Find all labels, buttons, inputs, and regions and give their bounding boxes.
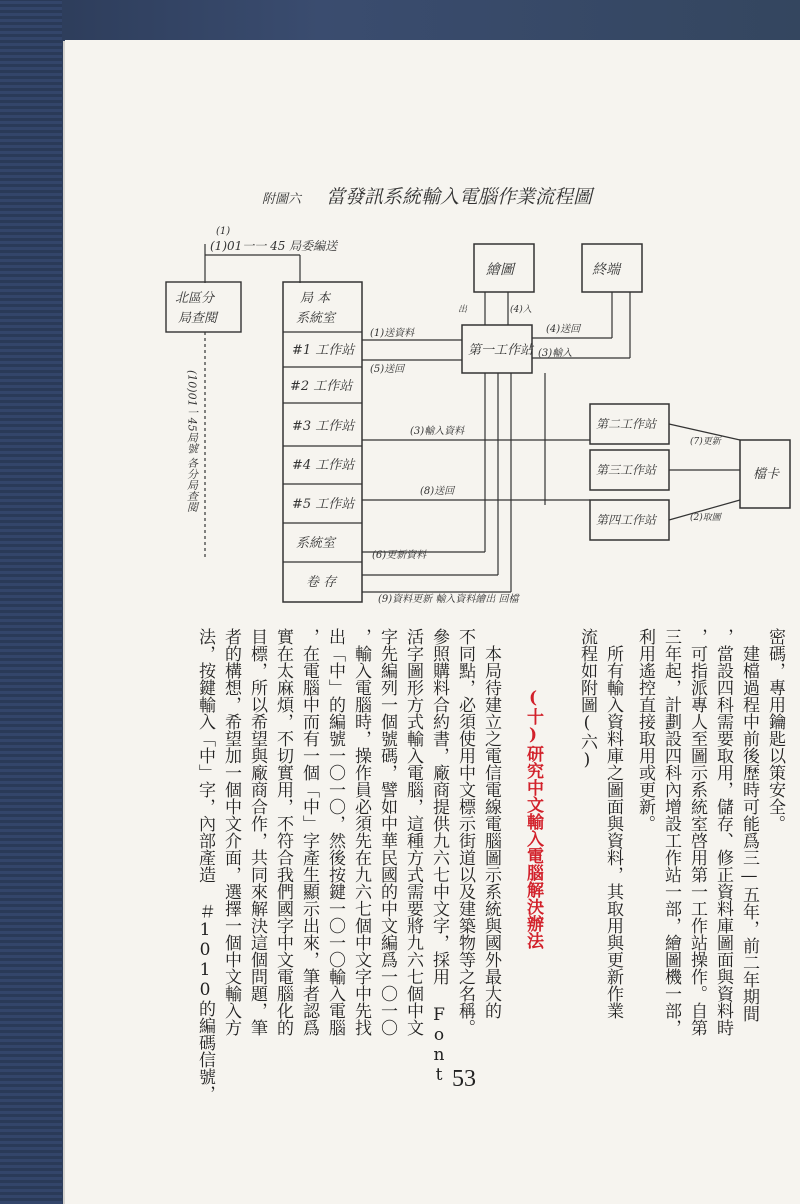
text-column-20: 者的構想，希望加一個中文介面，選擇一個中文輸入方 — [221, 628, 241, 1036]
label-input-data: (3)輸入資料 — [410, 426, 465, 437]
text-column-10: 本局待建立之電信電線電腦圖示系統與國外最大的 — [481, 628, 501, 1019]
stack-system-room: 系統室 — [296, 536, 336, 551]
out-label: 出 — [458, 305, 468, 315]
text-column-14: 字先編列一個號碼，譬如中華民國的中文編爲一〇一〇 — [377, 628, 397, 1036]
text-column-4: ，可指派專人至圖示系統室啓用第一工作站操作。自第 — [687, 628, 707, 1036]
label-retrieve-2: (2)取圖 — [690, 513, 721, 523]
text-column-12: 參照購料合約書，廠商提供九六七中文字，採用 Font — [429, 628, 449, 1085]
stack-head-line2: 系統室 — [296, 311, 336, 326]
archive-label: 檔卡 — [753, 467, 780, 482]
text-column-21: 法，按鍵輸入「中」字，內部產造 ＃1010的編碼信號， — [195, 628, 215, 1102]
text-column-13: 活字圖形方式輸入電腦，這種方式需要將九六七個中文 — [403, 628, 423, 1036]
label-send-data: (1)送資料 — [370, 328, 415, 339]
stack-archive: 卷 存 — [306, 575, 337, 590]
plotter-label: 繪圖 — [486, 262, 514, 278]
top-line-label: (1)01一一 45 局委編送 — [210, 239, 338, 253]
label-return-8: (8)送回 — [420, 486, 455, 497]
label-archive-update: (9)資料更新 輸入資料繪出 回檔 — [378, 594, 519, 605]
section-heading: (十)研究中文輸入電腦解決辦法 — [523, 688, 543, 949]
label-update-data: (6)更新資料 — [372, 550, 427, 561]
text-column-19: 目標，所以希望與廠商合作，共同來解決這個問題，筆 — [247, 628, 267, 1036]
text-column-1: 密碼，專用鑰匙以策安全。 — [765, 628, 785, 832]
text-column-17: ，在電腦中而有一個「中」字產生顯示出來，筆者認爲 — [299, 628, 319, 1036]
text-column-2: 建檔過程中前後歷時可能爲三—五年，前二年期間 — [739, 628, 759, 1022]
top-annotation: (1) — [216, 226, 231, 237]
in-label: (4)入 — [510, 305, 532, 315]
figure-title: 當發訊系統輸入電腦作業流程圖 — [326, 186, 593, 208]
page-number: 53 — [452, 1066, 476, 1092]
north-branch-line1: 北區分 — [175, 291, 215, 306]
text-column-15: ，輸入電腦時，操作員必須先在九六七個中文字中先找 — [351, 628, 371, 1036]
label-return-5: (5)送回 — [370, 364, 405, 375]
workstation4-label: 第四工作站 — [596, 513, 657, 527]
north-branch-line2: 局查閱 — [178, 311, 218, 326]
label-return-4: (4)送回 — [546, 324, 581, 335]
figure-label: 附圖六 — [262, 192, 302, 207]
text-column-7: 所有輸入資料庫之圖面與資料，其取用與更新作業 — [603, 628, 623, 1019]
label-input-3: (3)輸入 — [538, 348, 573, 359]
main-workstation-label: 第一工作站 — [468, 343, 534, 358]
text-column-3: ，當設四科需要取用，儲存、修正資料庫圖面與資料時 — [713, 628, 733, 1036]
text-column-16: 出「中」的編號一〇一〇，然後按鍵一〇一〇輸入電腦 — [325, 628, 345, 1036]
stack-ws1: #1 工作站 — [292, 343, 355, 358]
stack-ws3: #3 工作站 — [292, 419, 355, 434]
workstation3-label: 第三工作站 — [596, 463, 657, 477]
text-column-8: 流程如附圖(六) — [577, 628, 597, 770]
stack-head-line1: 局 本 — [300, 291, 331, 306]
text-column-11: 不同點，必須使用中文標示街道以及建築物等之名稱。 — [455, 628, 475, 1036]
label-update-7: (7)更新 — [690, 437, 721, 447]
workstation2-label: 第二工作站 — [596, 417, 657, 431]
text-column-18: 實在太麻煩，不切實用，不符合我們國字中文電腦化的 — [273, 628, 293, 1036]
terminal-label: 終端 — [592, 262, 620, 278]
text-column-6: 利用遙控直接取用或更新。 — [635, 628, 655, 832]
stack-ws5: #5 工作站 — [292, 497, 355, 512]
stack-ws2: #2 工作站 — [290, 379, 353, 394]
left-vertical-label: (10)01一45局號 各分局查閱 — [185, 370, 199, 513]
stack-ws4: #4 工作站 — [292, 458, 355, 473]
workstation-stack — [283, 282, 362, 602]
text-column-5: 三年起，計劃設四科內增設工作站一部，繪圖機一部， — [661, 628, 681, 1036]
